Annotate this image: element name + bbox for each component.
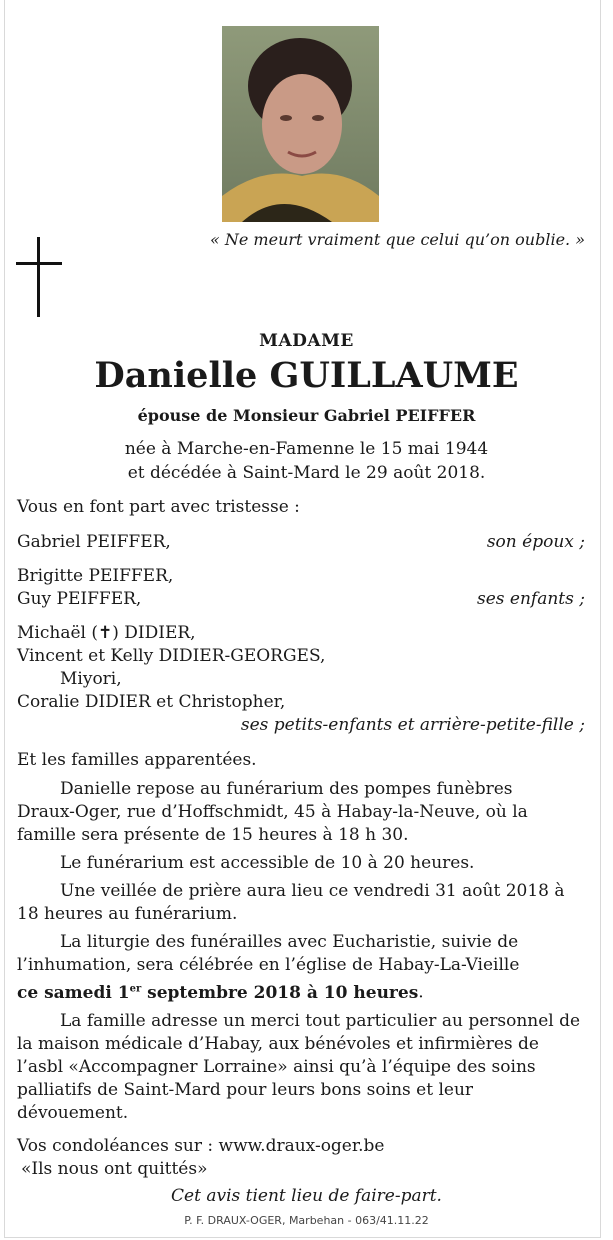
quote: « Ne meurt vraiment que celui qu’on oublie. » bbox=[210, 230, 585, 249]
paragraph: Une veillée de prière aura lieu ce vendredi 31 août 2018 à 18 heures au funérarium. bbox=[17, 881, 565, 924]
grandchild-name: Michaël (✝) DIDIER, bbox=[17, 623, 196, 643]
spouse-line: épouse de Monsieur Gabriel PEIFFER bbox=[137, 406, 476, 425]
family-spouse bbox=[17, 531, 585, 554]
intro: Vous en font part avec tristesse : bbox=[17, 497, 300, 517]
paragraph: Le funérarium est accessible de 10 à 20 heures. bbox=[60, 853, 475, 873]
spouse-role: son époux ; bbox=[486, 532, 585, 552]
birth-line: née à Marche-en-Famenne le 15 mai 1944 bbox=[124, 439, 489, 459]
grandchild-name: Miyori, bbox=[60, 669, 122, 689]
funeral-date: ce samedi 1 bbox=[17, 982, 130, 1003]
grandchildren-role: ses petits-enfants et arrière-petite-fille ; bbox=[240, 715, 585, 735]
children-role: ses enfants ; bbox=[477, 589, 585, 609]
family-grandchildren bbox=[17, 622, 585, 737]
birth-death bbox=[0, 437, 613, 485]
condolences bbox=[17, 1135, 585, 1181]
body-text bbox=[17, 778, 585, 1125]
paragraph: La famille adresse un merci tout particulier au personnel de la maison médicale d’Habay, aux bénévoles et infirmières de l’asbl «Accompagner Lorraine» ainsi qu’à l’équipe des soins palliatifs de Saint-Mard pour leurs bons soins et leur dévouement. bbox=[17, 1010, 581, 1123]
deceased-name: Danielle GUILLAUME bbox=[94, 355, 519, 396]
grandchild-name: Coralie DIDIER et Christopher, bbox=[17, 692, 286, 712]
paragraph: La liturgie des funérailles avec Eucharistie, suivie de l’inhumation, sera célébrée en l’église de Habay-La-Vieille ce samedi 1er septembre 2018 à 10 heures. bbox=[17, 932, 520, 1003]
child-name: Guy PEIFFER, bbox=[17, 589, 142, 609]
condolences-section: «Ils nous ont quittés» bbox=[21, 1159, 208, 1179]
funeral-home-footer: P. F. DRAUX-OGER, Marbehan - 063/41.11.22 bbox=[184, 1214, 429, 1227]
portrait-photo bbox=[222, 26, 379, 222]
family-children bbox=[17, 565, 585, 611]
paragraph: Danielle repose au funérarium des pompes funèbres Draux-Oger, rue d’Hoffschmidt, 45 à Habay-la-Neuve, où la famille sera présente de 15 heures à 18 h 30. bbox=[17, 779, 528, 845]
relatives: Et les familles apparentées. bbox=[17, 750, 257, 770]
cross-icon bbox=[16, 237, 62, 317]
child-name: Brigitte PEIFFER, bbox=[17, 566, 174, 586]
grandchild-name: Vincent et Kelly DIDIER-GEORGES, bbox=[17, 646, 326, 666]
notice-text: Cet avis tient lieu de faire-part. bbox=[171, 1186, 442, 1206]
spouse-name: Gabriel PEIFFER, bbox=[17, 532, 171, 552]
title: MADAME bbox=[259, 331, 354, 351]
condolences-link[interactable]: Vos condoléances sur : www.draux-oger.be bbox=[17, 1136, 385, 1156]
death-line: et décédée à Saint-Mard le 29 août 2018. bbox=[127, 463, 486, 483]
